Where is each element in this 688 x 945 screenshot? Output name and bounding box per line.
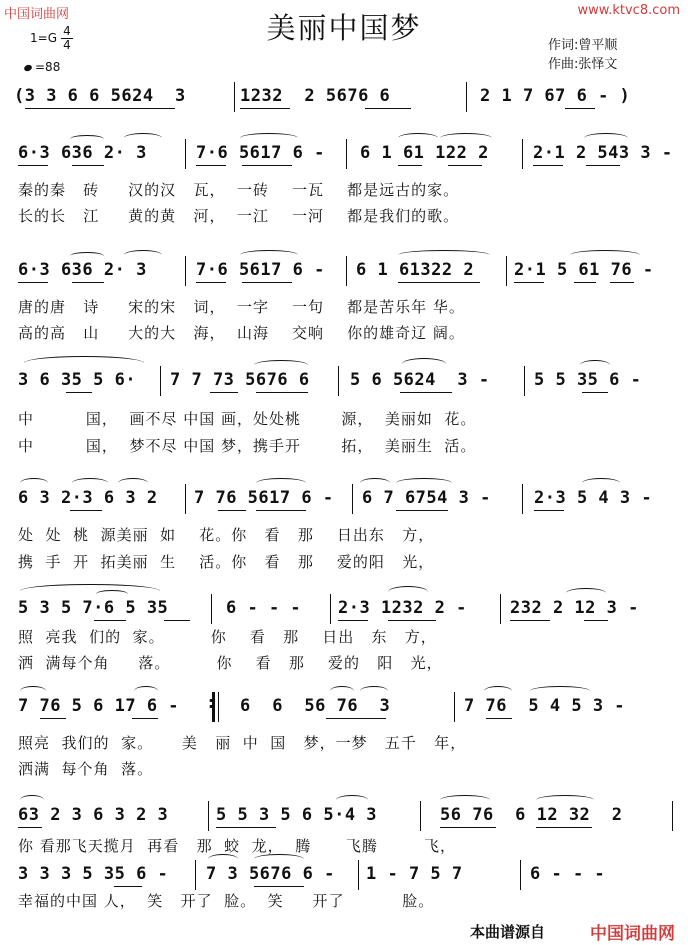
beam [164,620,190,621]
barline [338,366,339,396]
quarter-note-icon [23,64,33,72]
barline [185,484,186,514]
beam [510,620,550,621]
barline [672,801,673,831]
measure: 1 - 7 5 7 [366,864,463,884]
slur [24,356,144,370]
notation-line [0,694,688,722]
lyric-verse-2: 高的高 山 大的大 海， 山海 交响 你的雄奇辽 阔。 [18,324,465,342]
beam [132,718,158,719]
beam [66,392,92,393]
lyric-verse-1: 处 处 桃 源美丽 如 花。你 看 那 日出东 方， [18,526,435,544]
barline [208,801,209,831]
slur [20,686,46,696]
barline [466,82,467,112]
measure: 2·1 5 61 76 - [514,260,654,280]
beam [398,282,480,283]
source-label: 本曲谱源自 [470,923,546,941]
slur [20,478,48,488]
beam [256,392,308,393]
slur [70,252,104,260]
time-signature [61,25,73,52]
slur [580,360,610,370]
measure: 6 - - - [226,598,302,618]
slur [566,588,606,598]
beam [440,827,496,828]
slur [360,478,390,488]
slur [582,478,620,488]
measure: 232 2 12 3 - [510,598,639,618]
slur [124,250,162,260]
beam [256,510,306,511]
slur [254,360,308,370]
time-signature-top: 4 [61,25,73,39]
slur [336,795,368,805]
beam [533,165,563,166]
watermark-top-left: 中国词曲网 [4,7,70,22]
measure: 2 1 7 67 6 - ) [480,86,631,106]
slur [254,854,304,864]
slur [398,250,490,260]
slur [330,686,354,696]
beam [25,108,175,109]
beam [574,282,596,283]
beam [40,718,66,719]
measure: 5 6 5624 3 - [350,370,490,390]
beam [400,392,452,393]
beam [70,510,102,511]
beam [254,886,304,887]
beam [388,620,436,621]
measure: 3 3 3 5 35 6 - [18,864,169,884]
notation-line [0,84,688,112]
beam [72,282,104,283]
beam [210,392,238,393]
slur [584,133,628,143]
barline [352,484,353,514]
beam [114,886,142,887]
beam [534,510,564,511]
lyricist: 作词:曾平顺 [548,38,618,53]
notation-line [0,486,688,514]
measure: 7·6 5617 6 - [196,143,325,163]
slur [360,686,388,696]
song-title: 美丽中国梦 [266,11,422,45]
barline [520,860,521,890]
beam [242,165,292,166]
beam [338,620,368,621]
slur [20,795,44,805]
measure: 7 76 5 4 5 3 - [464,696,626,716]
key-signature: 1=G [30,31,57,45]
slur [440,133,492,143]
notation-line [0,368,688,396]
notation-line [0,258,688,286]
measure: 5 5 35 6 - [534,370,642,390]
lyric-verse-1: 秦的秦 砖 汉的汉 瓦， 一砖 一瓦 都是远古的家。 [18,181,460,199]
barline [454,692,455,722]
slur [240,133,298,143]
beam [196,165,226,166]
barline [160,366,161,396]
lyric-verse-1: 中 国， 画不尽 中国 画，处处桃 源， 美丽如 花。 [18,410,477,428]
lyric-verse-2: 携 手 开 拓美丽 生 活。你 看 那 爱的阳 光， [18,553,435,571]
beam [18,165,48,166]
slur [484,686,512,696]
slur [208,854,238,864]
beam [514,282,544,283]
beam [610,282,634,283]
beam [242,282,292,283]
lyric-verse-1: 照亮 我们的 家。 美 丽 中 国 梦，一梦 五千 年， [18,734,467,752]
beam [218,510,246,511]
beam [582,392,608,393]
measure: 2·1 2 543 3 - [533,143,673,163]
beam [94,620,126,621]
barline [195,860,196,890]
lyric-line: 你 看那飞天揽月 再看 那 蛟 龙， 腾 飞腾 飞， [18,837,456,855]
measure: 56 76 6 12 32 2 [440,805,623,825]
lyric-verse-1: 唐的唐 诗 宋的宋 词， 一字 一句 都是苦乐年 华。 [18,298,465,316]
measure: 3 6 35 5 6· [18,370,137,390]
measure: 6 - - - [530,864,606,884]
measure: 5 3 5 7·6 5 35 [18,598,169,618]
measure: 7 76 5 6 17 6 - [18,696,180,716]
measure: (3 3 6 6 5624 3 [14,86,186,106]
watermark-top-right: www.ktvc8.com [577,3,680,18]
barline [234,82,235,112]
beam [18,282,48,283]
measure: 7 76 5617 6 - [194,488,334,508]
slur [72,478,108,488]
barline [500,594,501,624]
composer: 作曲:张怿文 [548,57,618,72]
beam [365,108,411,109]
beam [326,718,386,719]
barline [218,692,219,722]
slur [398,133,438,143]
beam [565,108,595,109]
lyric-verse-2: 长的长 江 黄的黄 河， 一江 一河 都是我们的歌。 [18,207,460,225]
lyric-line: 幸福的中国 人， 笑 开了 脸。 笑 开了 脸。 [18,892,435,910]
beam [584,620,608,621]
barline [211,594,212,624]
measure: 7 3 5676 6 - [206,864,335,884]
slur [396,478,452,488]
beam [396,510,448,511]
credits [548,36,617,74]
barline [522,139,523,169]
measure: 7·6 5617 6 - [196,260,325,280]
slur [20,584,160,598]
barline [358,860,359,890]
beam [398,165,422,166]
repeat-dots: : [206,693,217,713]
barline [524,366,525,396]
barline [346,256,347,286]
slur [440,795,490,805]
slur [388,586,428,598]
beam [536,827,592,828]
tempo-value: =88 [35,60,61,74]
measure: 6 1 61322 2 [356,260,475,280]
barline [420,801,421,831]
slur [240,250,298,260]
beam [240,108,290,109]
beam [72,165,104,166]
slur [96,590,128,598]
barline [522,484,523,514]
measure: 7 7 73 5676 6 [170,370,310,390]
lyric-verse-1: 照 亮我 们的 家。 你 看 那 日出 东 方， [18,628,437,646]
slur [402,358,446,370]
measure: 2·3 5 4 3 - [534,488,653,508]
barline [185,256,186,286]
measure: 63 2 3 6 3 2 3 [18,805,169,825]
measure: 6 3 2·3 6 3 2 [18,488,158,508]
measure: 5 5 3 5 6 5·4 3 [216,805,378,825]
tempo-marking [24,60,60,74]
beam [196,282,226,283]
beam [448,165,482,166]
lyric-verse-2: 洒满 每个角 落。 [18,760,154,778]
slur [570,250,640,260]
barline [330,594,331,624]
measure: 6 7 6754 3 - [362,488,491,508]
notation-line [0,596,688,624]
notation-line [0,141,688,169]
measure: 6·3 636 2· 3 [18,143,147,163]
notation-line [0,862,688,890]
measure: 1232 2 5676 6 [240,86,391,106]
beam [586,165,620,166]
measure: 6 1 61 122 2 [360,143,489,163]
measure: 6·3 636 2· 3 [18,260,147,280]
time-signature-bottom: 4 [63,38,71,52]
slur [530,686,590,696]
slur [256,478,306,488]
watermark-bottom-right: 中国词曲网 [590,924,675,944]
barline [506,256,507,286]
lyric-verse-2: 洒 满每个角 落。 你 看 那 爱的 阳 光， [18,654,443,672]
slur [70,135,104,143]
measure: 6 6 56 76 3 [240,696,391,716]
slur [536,795,594,805]
beam [18,827,42,828]
notation-line [0,803,688,831]
slur [118,478,148,488]
measure: 2·3 1232 2 - [338,598,467,618]
beam [486,718,512,719]
barline [185,139,186,169]
barline [346,139,347,169]
slur [134,686,158,696]
lyric-verse-2: 中 国， 梦不尽 中国 梦，携手开 拓， 美丽生 活。 [18,437,477,455]
slur [124,133,162,143]
beam [216,827,276,828]
